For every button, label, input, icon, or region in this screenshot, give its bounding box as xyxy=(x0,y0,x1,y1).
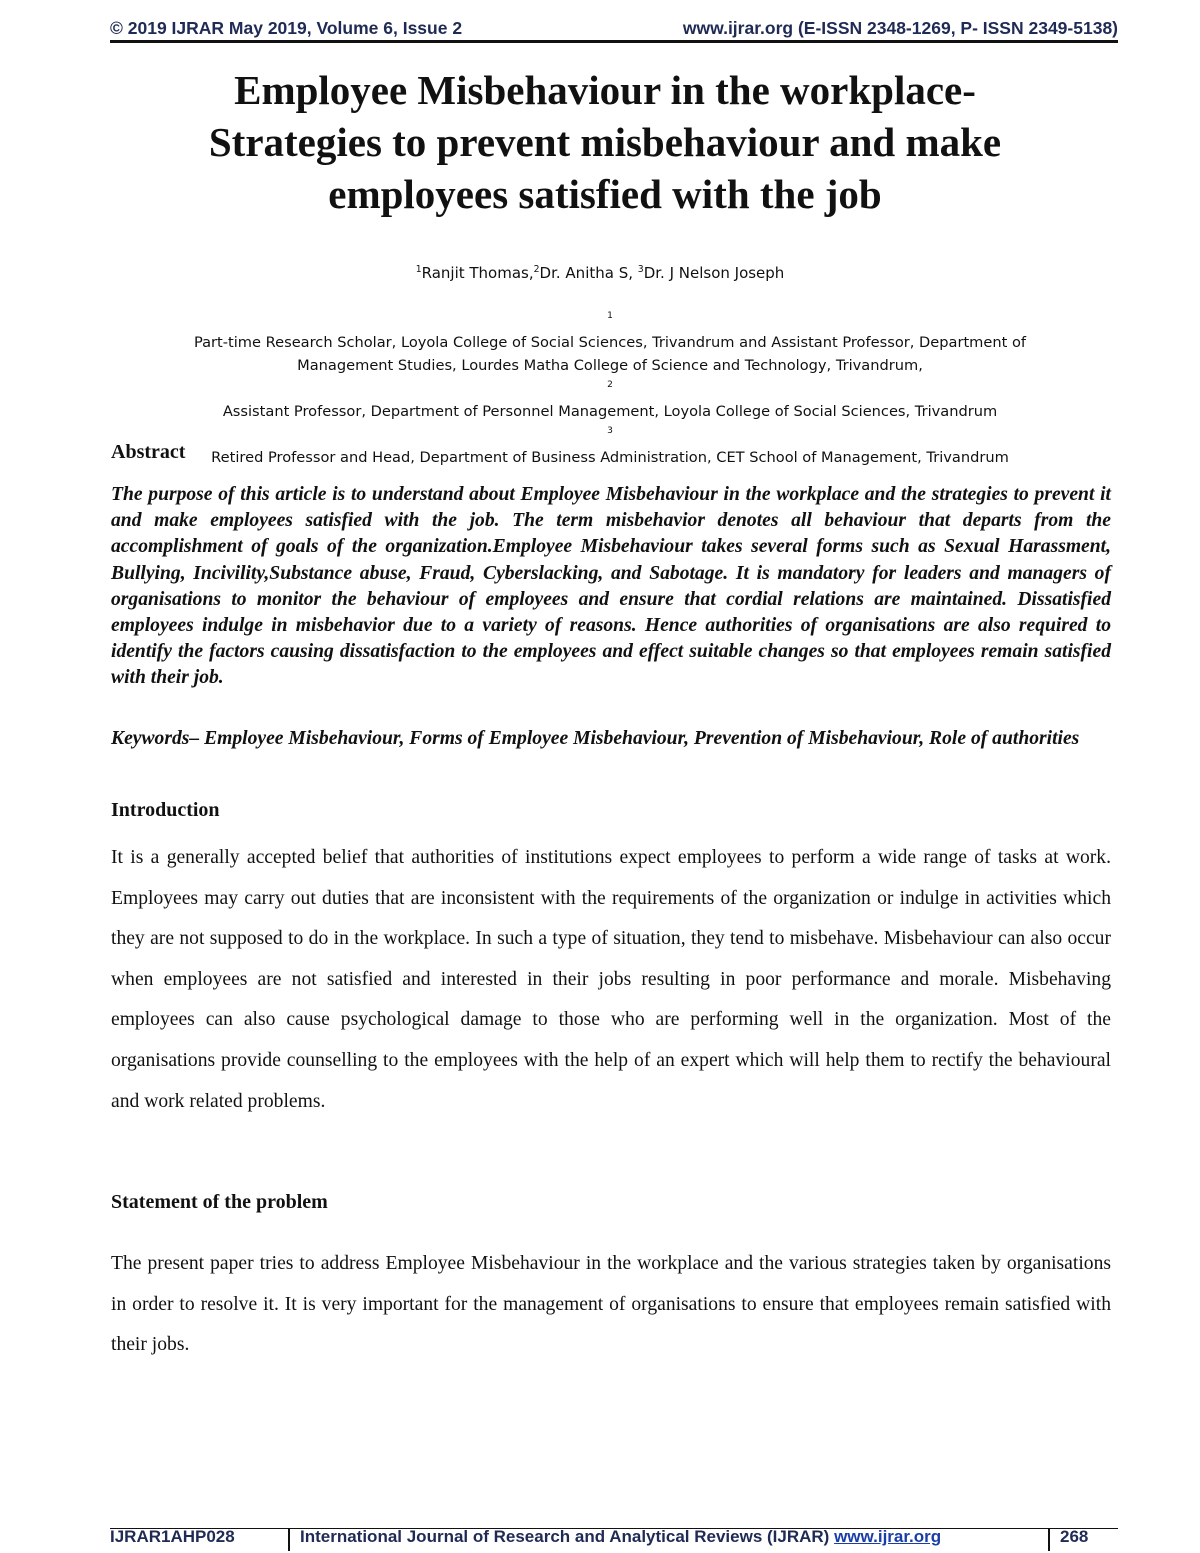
header-rule xyxy=(110,40,1118,43)
author-name: Ranjit Thomas, xyxy=(421,264,534,282)
problem-heading: Statement of the problem xyxy=(111,1191,328,1213)
page-number: 268 xyxy=(1060,1527,1089,1546)
author-superscript: 2 xyxy=(533,264,540,275)
running-footer xyxy=(110,1527,1118,1551)
paper-title xyxy=(60,64,1150,220)
title-line: Employee Misbehaviour in the workplace- xyxy=(234,67,976,113)
problem-text: The present paper tries to address Employee Misbehaviour in the workplace and the various strategies taken by organisations in order to resolve it. It is very important for the management of organisations to ensure that employees remain satisfied with their jobs. xyxy=(111,1253,1111,1356)
author-name: Dr. Anitha S, xyxy=(539,264,638,282)
title-line: Strategies to prevent misbehaviour and make xyxy=(208,119,1002,165)
introduction-heading: Introduction xyxy=(111,799,220,821)
author-name: Dr. J Nelson Joseph xyxy=(643,264,785,282)
footer-journal xyxy=(300,1527,941,1547)
affiliation-text: Part-time Research Scholar, Loyola College of Social Sciences, Trivandrum and Assistant Professor, Department of xyxy=(193,334,1027,351)
footer-website-link[interactable]: www.ijrar.org xyxy=(834,1527,942,1546)
footer-paper-code: IJRAR1AHP028 xyxy=(110,1527,235,1546)
abstract-text: The purpose of this article is to understand about Employee Misbehaviour in the workplace and the strategies to prevent it and make employees satisfied with the job. The term misbehavior denotes all behaviour that departs from the accomplishment of goals of the organization.Employee Misbehaviour takes several forms such as Sexual Harassment, Bullying, Incivility,Substance abuse, Fraud, Cyberslacking, and Sabotage. It is mandatory for leaders and managers of organisations to monitor the behaviour of employees and ensure that cordial relations are maintained. Dissatisfied employees indulge in misbehavior due to a variety of reasons. Hence authorities of organisations are also required to identify the factors causing dissatisfaction to the employees and effect suitable changes so that employees remain satisfied with their job. xyxy=(111,484,1111,689)
affiliation-text: Retired Professor and Head, Department of Business Administration, CET School of Management, Trivandrum xyxy=(211,449,1009,466)
affiliations xyxy=(100,308,1120,469)
header-issue-info: © 2019 IJRAR May 2019, Volume 6, Issue 2 xyxy=(110,18,463,38)
author-list xyxy=(0,264,1200,282)
affiliation-line xyxy=(100,423,1120,469)
footer-separator xyxy=(1048,1529,1050,1551)
running-header xyxy=(110,18,1118,42)
affiliation-line: Management Studies, Lourdes Matha College of Science and Technology, Trivandrum, xyxy=(297,357,923,374)
footer-separator xyxy=(288,1529,290,1551)
author-superscript: 1 xyxy=(415,264,422,275)
introduction-text: It is a generally accepted belief that authorities of institutions expect employees to perform a wide range of tasks at work. Employees may carry out duties that are inconsistent with the requirements of the organization or indulge in activities which they are not supposed to do in the workplace. In such a type of situation, they tend to misbehave. Misbehaviour can also occur when employees are not satisfied and interested in their jobs resulting in poor performance and morale. Misbehaving employees can also cause psychological damage to those who are performing well in the organization. Most of the organisations provide counselling to the employees with the help of an expert which will help them to rectify the behavioural and work related problems. xyxy=(111,847,1111,1112)
abstract-heading: Abstract xyxy=(111,441,186,463)
affiliation-superscript: 1 xyxy=(607,311,613,322)
keywords: Keywords– Employee Misbehaviour, Forms of Employee Misbehaviour, Prevention of Misbehaviour, Role of authorities xyxy=(111,728,1080,749)
affiliation-line xyxy=(100,308,1120,354)
author-superscript: 3 xyxy=(637,264,644,275)
title-line: employees satisfied with the job xyxy=(328,171,882,217)
header-journal-issn: www.ijrar.org (E-ISSN 2348-1269, P- ISSN 2349-5138) xyxy=(682,18,1118,38)
footer-journal-name: International Journal of Research and Analytical Reviews (IJRAR) xyxy=(300,1527,835,1546)
affiliation-line xyxy=(100,377,1120,423)
affiliation-text: Assistant Professor, Department of Personnel Management, Loyola College of Social Sciences, Trivandrum xyxy=(222,403,998,420)
affiliation-superscript: 3 xyxy=(607,426,613,437)
affiliation-superscript: 2 xyxy=(607,380,613,391)
